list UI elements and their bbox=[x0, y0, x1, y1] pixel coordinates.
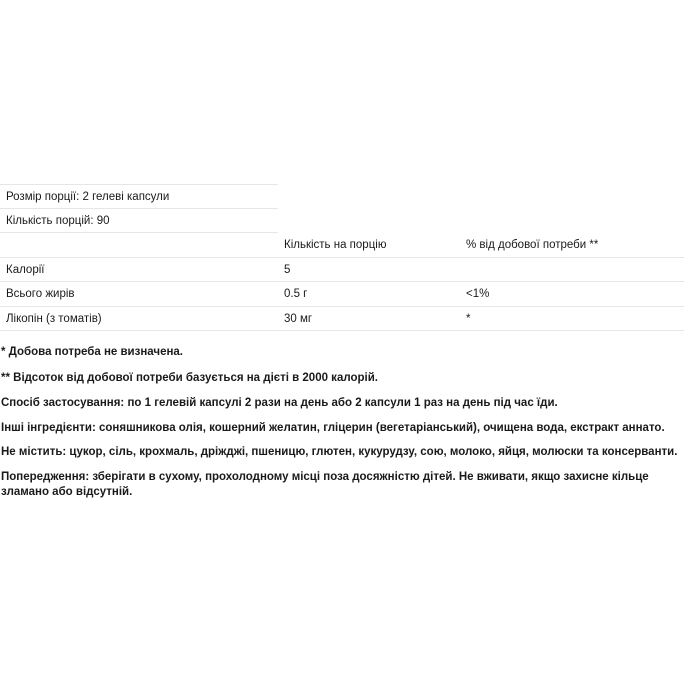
serving-size-text: Розмір порції: 2 гелеві капсули bbox=[6, 191, 170, 203]
table-row bbox=[0, 258, 684, 283]
other-ingredients-note: Інші інгредієнти: соняшникова олія, кошерний желатин, гліцерин (вегетаріанський), очищена вода, екстракт аннато. bbox=[1, 422, 665, 434]
daily-basis-note: ** Відсоток від добової потреби базується на дієті в 2000 калорій. bbox=[1, 372, 379, 384]
daily-not-established-note: * Добова потреба не визначена. bbox=[1, 346, 184, 358]
daily-value-header: % від добової потреби ** bbox=[466, 239, 599, 251]
table-row bbox=[0, 282, 684, 307]
usage-note: Спосіб застосування: по 1 гелевій капсулі 2 рази на день або 2 капсули 1 раз на день під час їди. bbox=[1, 397, 558, 409]
servings-count-row bbox=[0, 209, 278, 234]
nutrient-daily-value: <1% bbox=[466, 288, 490, 300]
supplement-facts-table bbox=[0, 184, 684, 331]
nutrient-daily-value: * bbox=[466, 312, 471, 325]
servings-count-text: Кількість порцій: 90 bbox=[6, 214, 110, 227]
nutrient-name: Лікопін (з томатів) bbox=[6, 312, 102, 325]
table-row bbox=[0, 307, 684, 332]
does-not-contain-note: Не містить: цукор, сіль, крохмаль, дріжджі, пшеницю, глютен, кукурудзу, сою, молоко, яйця, молюски та консерванти. bbox=[1, 446, 678, 458]
nutrient-amount: 5 bbox=[284, 263, 291, 276]
nutrient-name: Калорії bbox=[6, 263, 45, 276]
nutrient-amount: 30 мг bbox=[284, 312, 313, 325]
serving-size-row bbox=[0, 184, 278, 209]
table-header-row bbox=[0, 233, 684, 258]
nutrient-amount: 0.5 г bbox=[284, 288, 308, 300]
amount-per-serving-header: Кількість на порцію bbox=[284, 239, 387, 251]
nutrient-name: Всього жирів bbox=[6, 288, 75, 300]
warning-note: Попередження: зберігати в сухому, прохолодному місці поза досяжністю дітей. Не вживати, якщо захисне кільце зламано або відсутній. bbox=[1, 471, 649, 498]
